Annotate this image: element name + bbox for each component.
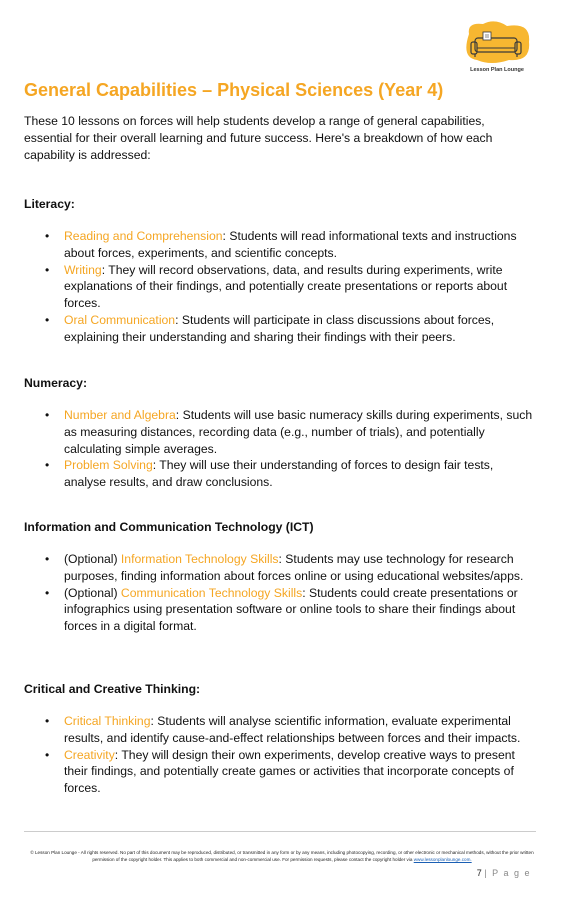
item-term: Critical Thinking (64, 714, 151, 728)
bullet-icon: • (45, 585, 50, 600)
item-term: Information Technology Skills (120, 552, 279, 566)
list-item (24, 585, 536, 635)
section-heading: Numeracy: (24, 376, 87, 390)
item-term: Reading and Comprehension (64, 229, 223, 243)
list-item (24, 228, 536, 262)
bullet-list (24, 228, 536, 346)
item-term: Problem Solving (64, 458, 153, 473)
item-text: : Students could create presentations or infographics using presentation software or online tools to share their findings about forces in a digital format. (64, 585, 518, 634)
list-item (24, 262, 536, 312)
item-prefix: (Optional) (64, 585, 121, 600)
list-item (24, 551, 536, 585)
bullet-list (24, 551, 536, 635)
section-heading: Literacy: (24, 197, 75, 211)
bullet-icon: • (45, 312, 50, 327)
intro-paragraph: These 10 lessons on forces will help students develop a range of general capabilities, essential for their overall learning and future success. Here's a breakdown of how each capability is addressed: (24, 114, 493, 162)
page-number-value: 7 (476, 868, 482, 878)
page-label: | P a g e (484, 868, 531, 878)
website-link[interactable]: www.lessonplanlounge.com. (413, 857, 472, 862)
item-text: : They will use their understanding of forces to design fair tests, analyse results, and draw conclusions. (64, 458, 494, 490)
section-literacy (24, 197, 536, 346)
lesson-plan-lounge-logo (461, 20, 533, 78)
item-text: : They will design their own experiments, develop creative ways to present their findings, and potentially create games or activities that incorporate concepts of forces. (64, 747, 515, 796)
bullet-list (24, 407, 536, 491)
item-text: : Students will participate in class discussions about forces, explaining their understanding and sharing their findings with their peers. (64, 312, 495, 344)
section-heading: Critical and Creative Thinking: (24, 682, 201, 696)
list-item (24, 457, 536, 491)
item-text: : They will record observations, data, and results during experiments, write explanations of their findings, and potentially create presentations or reports about forces. (64, 262, 508, 311)
bullet-list (24, 713, 536, 797)
page-title: General Capabilities – Physical Sciences (Year 4) (24, 80, 444, 100)
section-ict (24, 520, 536, 635)
item-text: : Students will analyse scientific information, evaluate experimental results, and identify cause-and-effect relationships between forces and their impacts. (64, 714, 521, 745)
item-text: : Students will read informational texts and instructions about forces, experiments, and scientific concepts. (64, 229, 517, 260)
item-prefix: (Optional) (64, 552, 121, 566)
logo-text: Lesson Plan Lounge (470, 67, 524, 73)
section-critical-creative-thinking (24, 682, 536, 797)
copyright-text: © Lesson Plan Lounge - All rights reserved. No part of this document may be reproduced, distributed, or transmitted in any form or by any means, including photocopying, recording, or other electronic or mechanical methods, without the prior written permission of the copyright holder. This applies to both commercial and non-commercial use. For permission requests, please contact the copyright holder via (30, 850, 534, 862)
bullet-icon: • (45, 229, 50, 243)
page-number (477, 868, 531, 878)
item-term: Creativity (64, 747, 115, 762)
item-text: : Students may use technology for research purposes, finding information about forces online or using educational websites/apps. (64, 552, 524, 583)
list-item (24, 713, 536, 747)
bullet-icon: • (45, 262, 50, 277)
sofa-icon (461, 20, 533, 66)
section-heading: Information and Communication Technology (ICT) (24, 520, 314, 534)
item-text: : Students will use basic numeracy skills during experiments, such as measuring distances, recording data (e.g., number of trials), and potentially calculating simple averages. (64, 408, 533, 456)
bullet-icon: • (45, 747, 50, 762)
bullet-icon: • (45, 714, 50, 728)
section-numeracy (24, 376, 536, 491)
item-term: Writing (64, 262, 102, 277)
list-item (24, 312, 536, 346)
footer-copyright (28, 849, 536, 863)
list-item (24, 407, 536, 457)
list-item (24, 747, 536, 797)
item-term: Number and Algebra (64, 408, 176, 422)
bullet-icon: • (45, 408, 50, 422)
item-term: Communication Technology Skills (120, 585, 303, 600)
bullet-icon: • (45, 552, 50, 566)
item-term: Oral Communication (64, 312, 176, 327)
bullet-icon: • (45, 458, 50, 473)
footer-divider (24, 831, 536, 832)
